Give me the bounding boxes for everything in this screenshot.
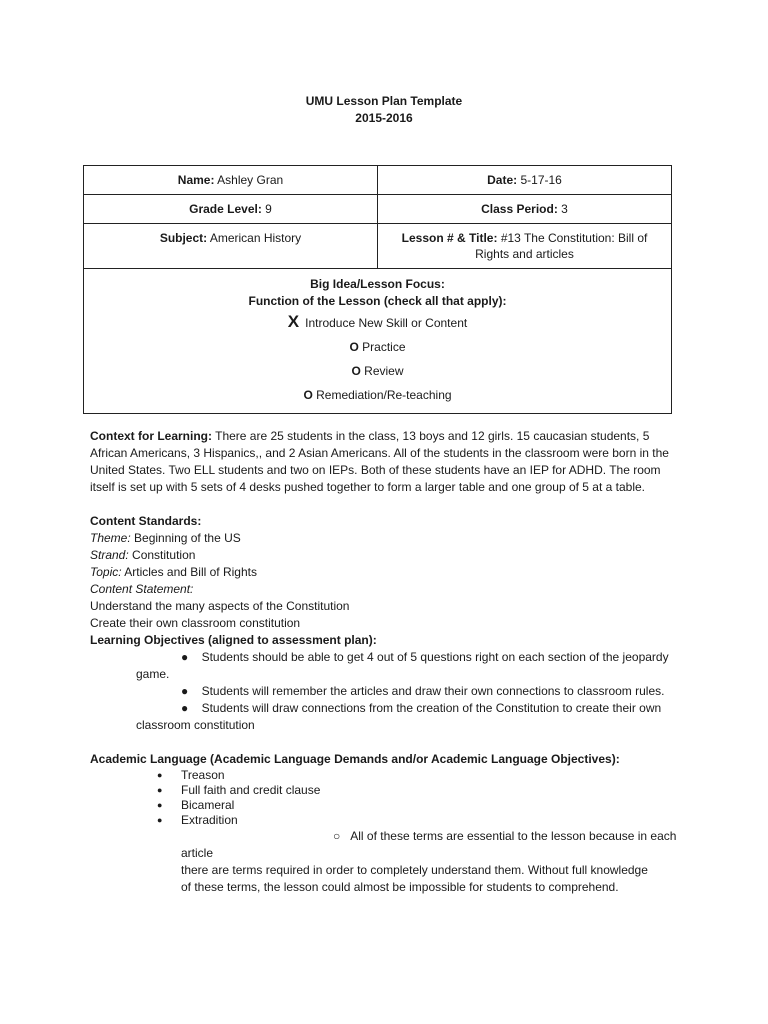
objectives-list [90,649,680,734]
topic-label: Topic: [90,565,122,579]
theme-line [90,530,680,547]
note-line: there are terms required in order to completely understand them. Without full knowledge [181,863,648,877]
lesson-focus-cell [84,269,672,414]
term-item [90,783,680,798]
option-introduce [92,310,663,335]
terms-note [181,828,680,896]
unchecked-mark: O [303,388,313,402]
term-text: Full faith and credit clause [181,783,321,797]
lesson-value: #13 The Constitution: Bill of Rights and articles [475,231,648,261]
subject-cell [84,224,378,269]
unchecked-mark: O [349,340,359,354]
note-line: All of these terms are essential to the lesson because in each article [181,829,677,860]
name-label: Name: [177,173,215,187]
document-year: 2015-2016 [355,111,413,125]
context-text: There are 25 students in the class, 13 boys and 12 girls. 15 caucasian students, 5 African Americans, 3 Hispanics,, and 2 Asian Americans. All of the students in the classroom were born in the United States. Two ELL students and two on IEPs. Both of these students have an IEP for ADHD. The room itself is set up with 5 sets of 4 desks pushed together to form a larger table and one group of 5 at a table. [90,429,669,494]
strand-value: Constitution [132,548,196,562]
term-text: Treason [181,768,225,782]
term-item [90,813,680,828]
option-review [92,359,663,383]
note-line: of these terms, the lesson could almost be impossible for students to comprehend. [181,880,619,894]
objective-text: Students will draw connections from the creation of the Constitution to create their own [201,701,662,715]
lesson-cell [378,224,672,269]
period-value: 3 [561,202,568,216]
statement-line: Understand the many aspects of the Constitution [90,599,350,613]
document-title-block [0,93,768,127]
strand-line [90,547,680,564]
statement-label: Content Statement: [90,582,194,596]
option-practice [92,335,663,359]
academic-heading: Academic Language (Academic Language Demands and/or Academic Language Objectives): [90,752,620,766]
option-label: Practice [362,340,406,354]
term-item [90,768,680,783]
bullet-icon: ● [181,650,189,664]
checked-mark: X [287,312,300,331]
function-heading: Function of the Lesson (check all that apply): [248,294,507,308]
grade-label: Grade Level: [189,202,262,216]
lesson-body [90,428,680,896]
context-label: Context for Learning: [90,429,212,443]
date-cell [378,166,672,195]
term-item [90,798,680,813]
lesson-label: Lesson # & Title: [401,231,498,245]
bullet-icon: ● [181,684,189,698]
standards-heading: Content Standards: [90,514,202,528]
option-remediation [92,383,663,407]
objective-text: Students will remember the articles and draw their own connections to classroom rules. [201,684,665,698]
strand-label: Strand: [90,548,129,562]
statement-line: Create their own classroom constitution [90,616,301,630]
objectives-heading: Learning Objectives (aligned to assessment plan): [90,633,377,647]
objective-continuation: classroom constitution [136,718,255,732]
topic-line [90,564,680,581]
option-label: Review [364,364,404,378]
unchecked-mark: O [351,364,361,378]
context-paragraph [90,428,680,496]
circle-bullet-icon: ○ [333,829,341,843]
topic-value: Articles and Bill of Rights [124,565,257,579]
objective-text: Students should be able to get 4 out of 5 questions right on each section of the jeopardy [201,650,669,664]
period-cell [378,195,672,224]
period-label: Class Period: [481,202,558,216]
objective-item [136,649,680,683]
option-label: Introduce New Skill or Content [305,316,468,330]
option-label: Remediation/Re-teaching [316,388,452,402]
theme-value: Beginning of the US [134,531,241,545]
theme-label: Theme: [90,531,131,545]
bullet-icon: ● [181,701,189,715]
lesson-info-table [83,165,672,414]
terms-block [90,768,680,828]
subject-label: Subject: [159,231,208,245]
grade-value: 9 [265,202,272,216]
terms-list [90,768,680,828]
objective-continuation: game. [136,667,170,681]
objective-item [136,683,680,700]
name-cell [84,166,378,195]
date-label: Date: [487,173,518,187]
objective-item [136,700,680,734]
grade-cell [84,195,378,224]
focus-heading: Big Idea/Lesson Focus: [310,277,445,291]
date-value: 5-17-16 [520,173,562,187]
name-value: Ashley Gran [217,173,284,187]
subject-value: American History [209,231,302,245]
term-text: Extradition [181,813,238,827]
document-title: UMU Lesson Plan Template [305,94,463,108]
term-text: Bicameral [181,798,235,812]
